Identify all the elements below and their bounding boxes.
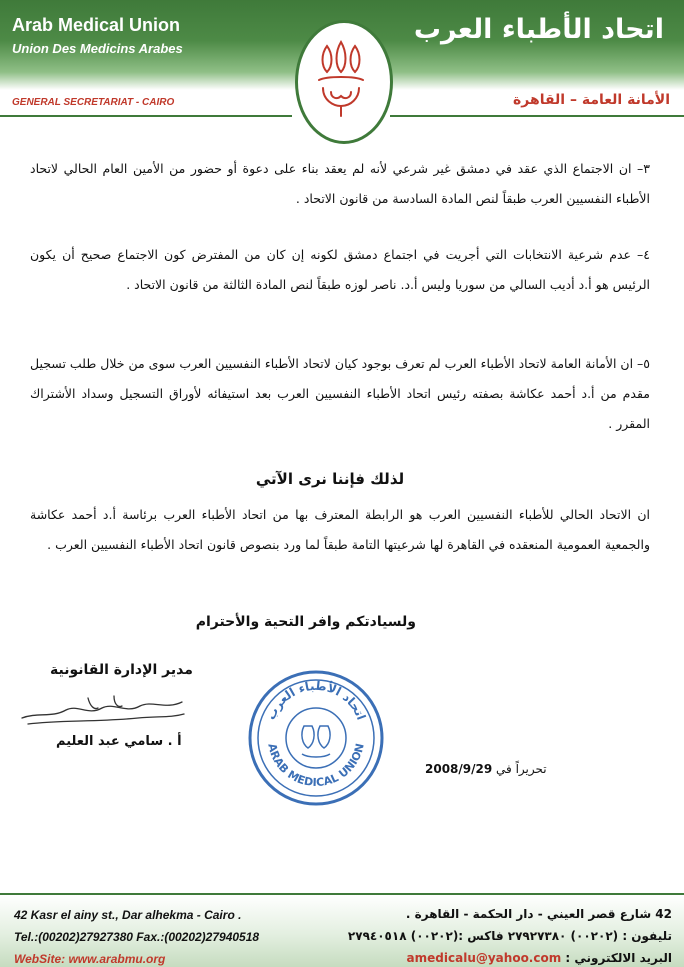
official-stamp (246, 668, 386, 808)
secretariat-arabic: الأمانة العامة – القاهرة (513, 92, 670, 108)
svg-text:اتحاد الأطباء العرب (264, 679, 369, 722)
footer-address-arabic: 42 شارع قصر العيني - دار الحكمة - القاهرة . (405, 907, 672, 921)
website-link[interactable]: www.arabmu.org (68, 952, 166, 966)
header-divider-left (0, 115, 292, 117)
handwritten-signature (18, 688, 188, 730)
secretariat-english: GENERAL SECRETARIAT - CAIRO (12, 97, 175, 108)
conclusion-paragraph: ان الاتحاد الحالي للأطباء النفسيين العرب هو الرابطة المعترف بها من اتحاد الأطباء العرب برئاسة أ.د أحمد عكاشة والجمعية العمومية المنعقده في القاهرة لها شرعيتها التامة طبقاً لما ورد بنصوص قانون اتحاد الأطباء النفسيين العرب . (30, 507, 650, 552)
paragraph-5: ٥– ان الأمانة العامة لاتحاد الأطباء العرب لم تعرف بوجود كيان لاتحاد الأطباء النفسيين العرب سوى من خلال طلب تسجيل مقدم من أ.د أحمد عكاشة بصفته رئيس اتحاد الأطباء النفسيين العرب بعد استيفائه لأوراق التسجيل وسداد الأشتراك المقرر . (30, 356, 650, 431)
footer-phone-english: Tel.:(00202)27927380 Fax.:(00202)27940518 (14, 930, 260, 944)
footer-email (407, 951, 672, 965)
union-logo (307, 36, 375, 120)
stamp-text-arabic: اتحاد الأطباء العرب (263, 678, 369, 722)
signatory-name: أ . سامي عبد العليم (56, 734, 182, 749)
org-name-english: Arab Medical Union (12, 15, 181, 35)
footer-website (14, 952, 165, 966)
org-name-french: Union Des Medicins Arabes (12, 41, 183, 56)
signatory-title: مدير الإدارة القانونية (50, 662, 193, 678)
svg-text:ARAB MEDICAL UNION (265, 742, 366, 789)
paragraph-4: ٤– عدم شرعية الانتخابات التي أجريت في اجتماع دمشق لكونه إن كان من المفترض كون الاجتماع صحيح أن يكون الرئيس هو أ.د أديب السالي من سوريا وليس أ.د. ناصر لوزه طبقاً لنص المادة الثالثة من قانون الاتحاد . (30, 247, 650, 292)
issue-date (425, 762, 547, 776)
footer-address-english: 42 Kasr el ainy st., Dar alhekma - Cairo . (14, 908, 242, 922)
footer-phone-arabic: تليفون : (٠٠٢٠٢) ٢٧٩٢٧٣٨٠ فاكس :(٠٠٢٠٢) ٢٧٩٤٠٥١٨ (347, 929, 672, 943)
paragraph-3: ٣– ان الاجتماع الذي عقد في دمشق غير شرعي لأنه لم يعقد بناء على دعوة أو حضور من الأمين العام الحالي لاتحاد الأطباء النفسيين العرب طبقاً لنص المادة السادسة من قانون الاتحاد . (30, 161, 650, 206)
website-label: WebSite: (14, 952, 66, 966)
header-divider-right (390, 115, 684, 117)
email-label: البريد الالكتروني : (565, 951, 672, 965)
email-link[interactable]: amedicalu@yahoo.com (406, 951, 562, 965)
closing-greeting: ولسيادتكم وافر التحية والأحترام (195, 614, 416, 630)
date-label: تحريراً في (496, 762, 547, 776)
org-name-arabic: اتحاد الأطباء العرب (413, 14, 664, 45)
stamp-text-english: ARAB MEDICAL UNION (265, 742, 367, 790)
conclusion-heading: لذلك فإننا نرى الآتي (255, 470, 405, 488)
date-value: 2008/9/29 (425, 762, 493, 776)
